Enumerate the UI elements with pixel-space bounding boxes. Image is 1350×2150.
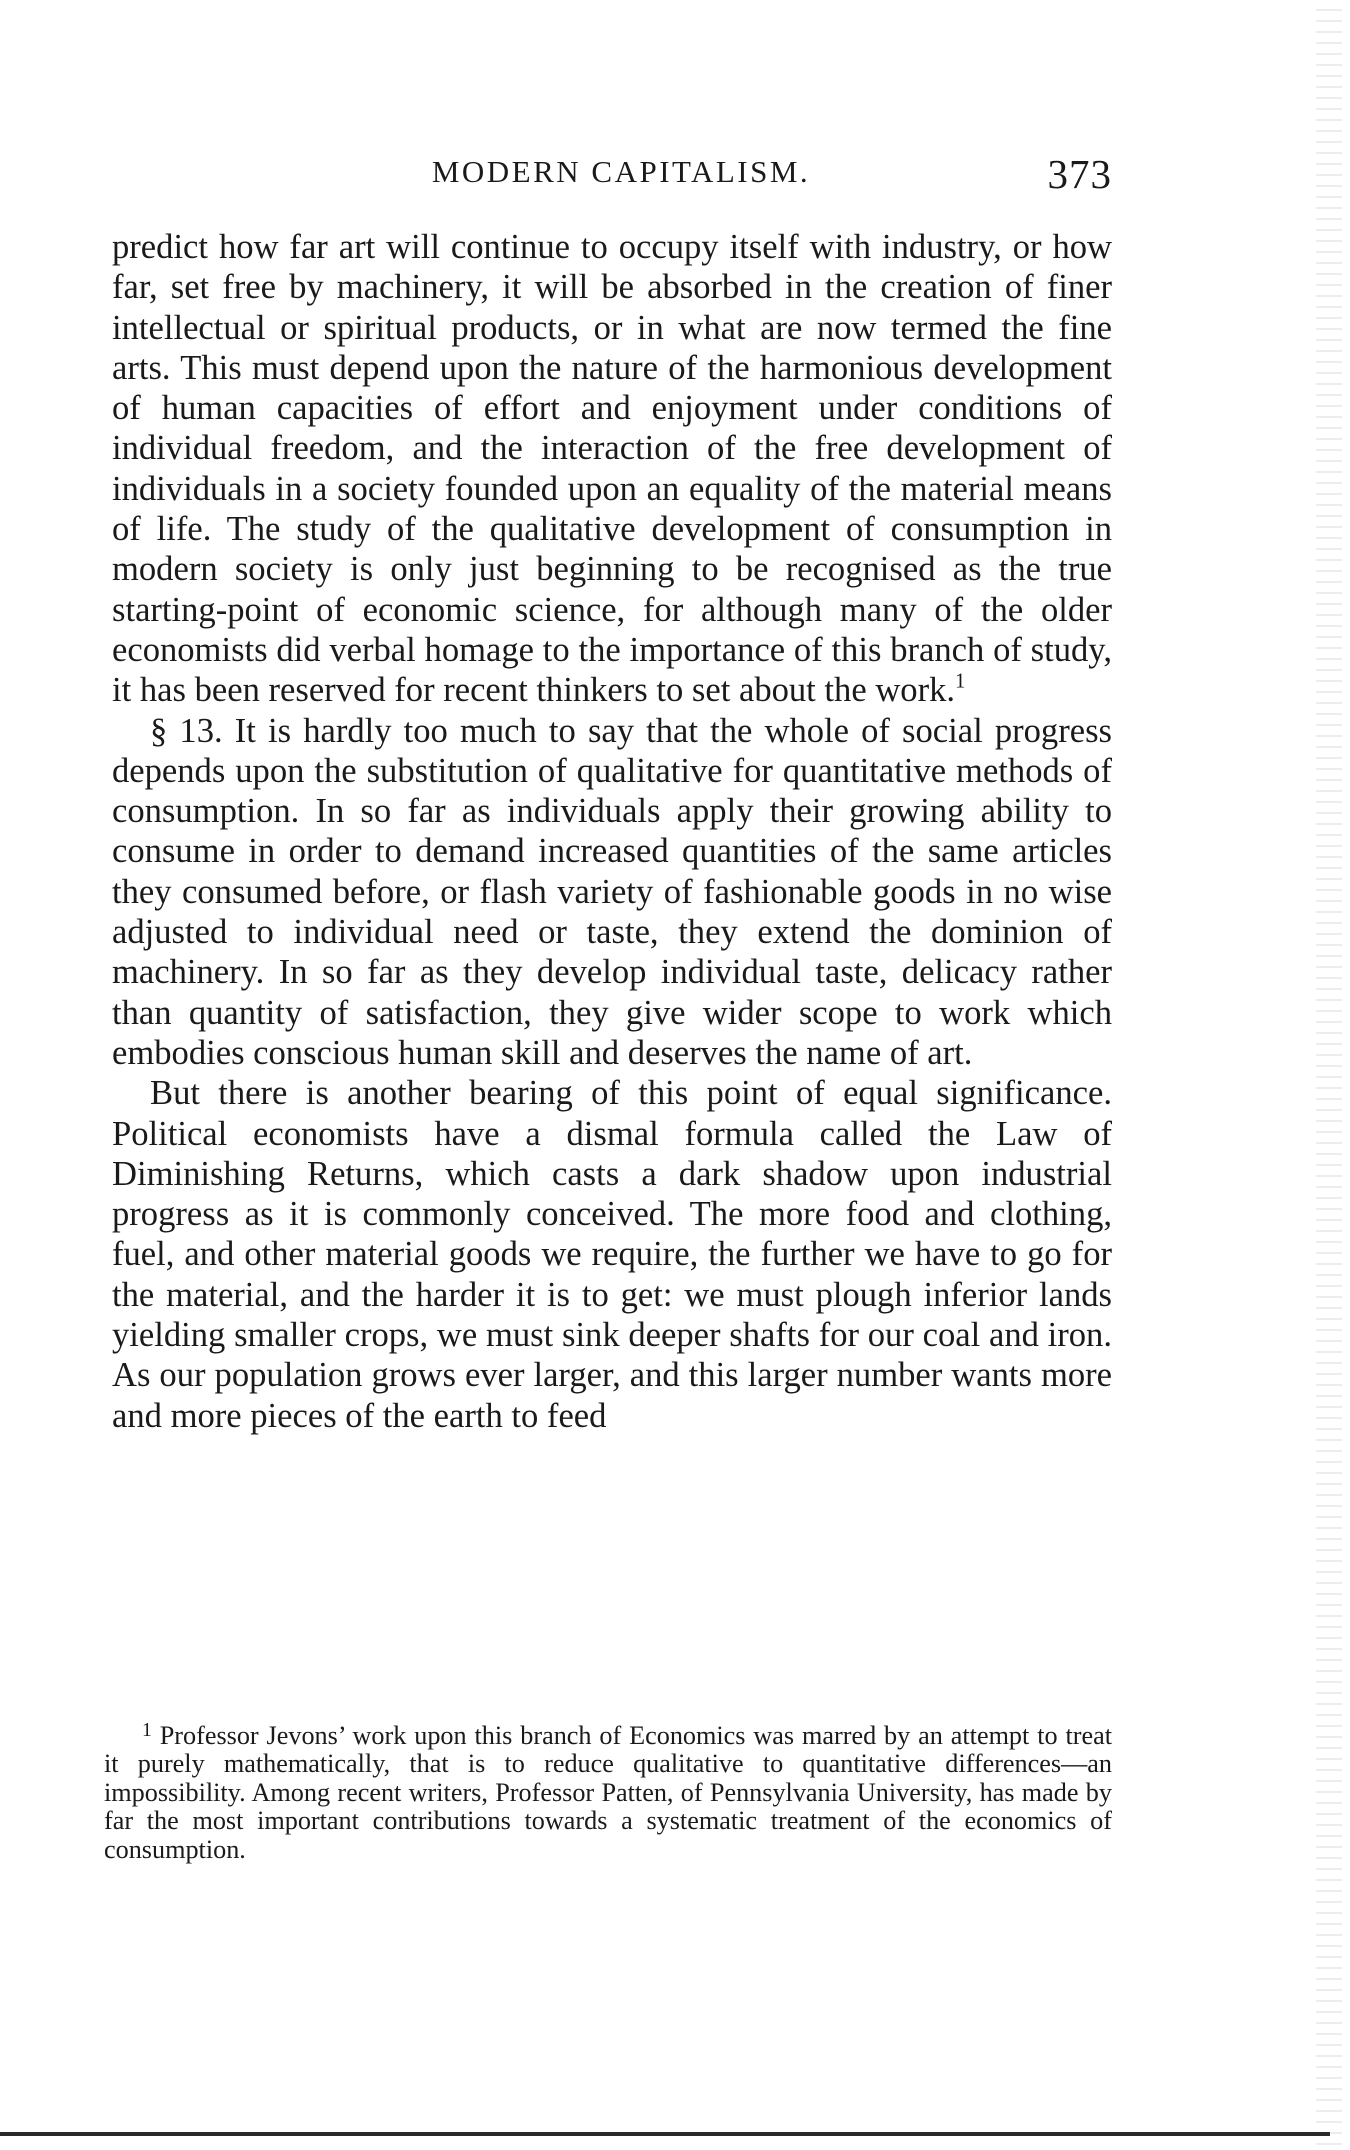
page-edge-shadow xyxy=(1316,0,1342,2150)
body-text xyxy=(112,227,1112,1436)
footnote-1 xyxy=(104,1719,1112,1864)
paragraph-continued xyxy=(112,227,1112,711)
bottom-edge-rule xyxy=(0,2132,1330,2136)
footnote-reference: 1 xyxy=(955,670,966,693)
paragraph-3: But there is another bearing of this point of equal significance. Political economists have a dismal formula called the Law of Diminishing Returns, which casts a dark shadow upon industrial progress as it is commonly conceived. The more food and clothing, fuel, and other material goods we require, the further we have to go for the material, and the harder it is to get: we must plough inferior lands yielding smaller crops, we must sink deeper shafts for our coal and iron. As our population grows ever larger, and this larger number wants more and more pieces of the earth to feed xyxy=(112,1074,1112,1435)
page-number: 373 xyxy=(1047,151,1112,197)
footnote-text: Professor Jevons’ work upon this branch of Economics was marred by an attempt to treat it purely mathematically, that is to reduce qualitative to quantitative differences—an impossibility. Among recent writers, Professor Patten, of Pennsylvania University, has made by far the most important contributions towards a systematic treatment of the economics of consumption. xyxy=(104,1721,1112,1864)
paragraph-section-13: § 13. It is hardly too much to say that the whole of social progress depends upon the substitution of qualitative for quantitative methods of consumption. In so far as individuals apply their growing ability to consume in order to demand increased quantities of the same articles they consumed before, or flash variety of fashionable goods in no wise adjusted to individual need or taste, they extend the dominion of machinery. In so far as they develop individual taste, delicacy rather than quantity of satisfaction, they give wider scope to work which embodies conscious human skill and deserves the name of art. xyxy=(112,711,1112,1072)
footnote-marker: 1 xyxy=(142,1719,152,1742)
footnotes xyxy=(104,1719,1112,1864)
paragraph-1-text: predict how far art will continue to occupy itself with industry, or how far, set free by machinery, it will be absorbed in the creation of finer intellectual or spiritual products, or in what are now termed the fine arts. This must depend upon the nature of the harmonious development of human capacities of effort and enjoyment under conditions of individual freedom, and the interaction of the free development of individuals in a society founded upon an equality of the material means of life. The study of the qualitative development of consumption in modern society is only just beginning to be recognised as the true starting-point of economic science, for although many of the older economists did verbal homage to the importance of this branch of study, it has been reserved for recent thinkers to set about the work. xyxy=(112,228,1112,710)
running-title: MODERN CAPITALISM. xyxy=(431,154,811,189)
running-head xyxy=(112,150,1112,210)
